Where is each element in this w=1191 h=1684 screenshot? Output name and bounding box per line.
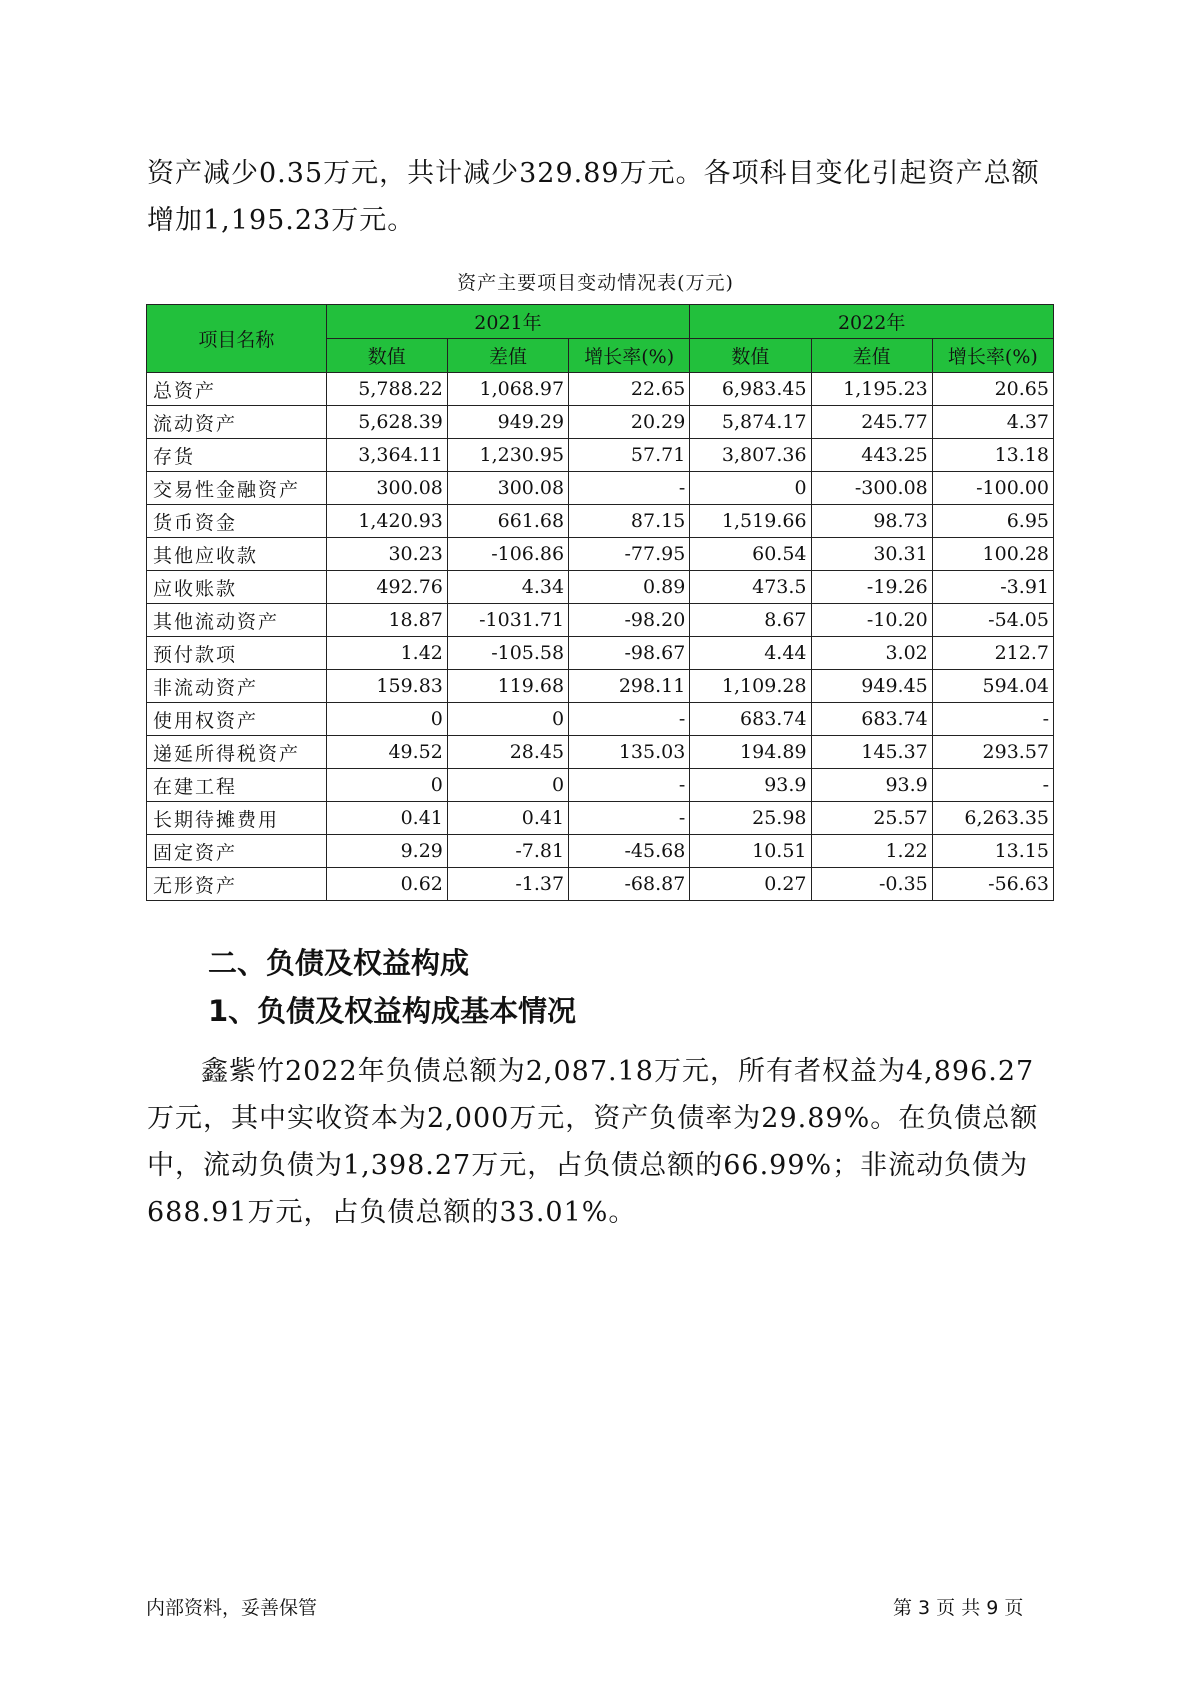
table-cell-value: 5,628.39 (326, 406, 447, 439)
table-cell-value: 194.89 (690, 736, 811, 769)
table-cell-value: - (569, 769, 690, 802)
table-cell-value: -45.68 (569, 835, 690, 868)
table-cell-value: 4.34 (447, 571, 568, 604)
table-row (147, 637, 1054, 670)
table-cell-value: 594.04 (932, 670, 1053, 703)
table-cell-item-name: 无形资产 (147, 868, 327, 901)
table-cell-value: 30.23 (326, 538, 447, 571)
table-cell-value: 293.57 (932, 736, 1053, 769)
table-cell-value: -0.35 (811, 868, 932, 901)
table-cell-value: -1031.71 (447, 604, 568, 637)
table-row (147, 670, 1054, 703)
table-cell-item-name: 递延所得税资产 (147, 736, 327, 769)
table-cell-value: 0.41 (447, 802, 568, 835)
table-cell-item-name: 非流动资产 (147, 670, 327, 703)
table-cell-value: - (569, 472, 690, 505)
table-cell-value: -54.05 (932, 604, 1053, 637)
table-cell-value: 3.02 (811, 637, 932, 670)
table-cell-value: 683.74 (690, 703, 811, 736)
table-cell-value: - (569, 703, 690, 736)
table-cell-value: -7.81 (447, 835, 568, 868)
footer-confidential-note: 内部资料，妥善保管 (146, 1597, 318, 1619)
table-cell-value: 683.74 (811, 703, 932, 736)
table-cell-value: 145.37 (811, 736, 932, 769)
header-2021-diff: 差值 (447, 339, 568, 373)
table-cell-value: 22.65 (569, 373, 690, 406)
table-cell-item-name: 其他流动资产 (147, 604, 327, 637)
table-cell-value: 492.76 (326, 571, 447, 604)
table-body (147, 373, 1054, 901)
table-row (147, 835, 1054, 868)
table-cell-value: 473.5 (690, 571, 811, 604)
table-row (147, 802, 1054, 835)
table-cell-value: 1,230.95 (447, 439, 568, 472)
table-cell-value: -3.91 (932, 571, 1053, 604)
table-cell-value: 93.9 (690, 769, 811, 802)
table-cell-value: 1,068.97 (447, 373, 568, 406)
table-row (147, 769, 1054, 802)
table-cell-value: 5,874.17 (690, 406, 811, 439)
table-cell-value: 0 (447, 703, 568, 736)
table-cell-value: 87.15 (569, 505, 690, 538)
table-cell-value: 300.08 (326, 472, 447, 505)
table-cell-item-name: 交易性金融资产 (147, 472, 327, 505)
table-row (147, 439, 1054, 472)
table-cell-item-name: 货币资金 (147, 505, 327, 538)
table-cell-value: 20.65 (932, 373, 1053, 406)
table-cell-value: -56.63 (932, 868, 1053, 901)
table-cell-value: -19.26 (811, 571, 932, 604)
table-cell-value: 1.22 (811, 835, 932, 868)
table-cell-value: 1,420.93 (326, 505, 447, 538)
table-cell-item-name: 其他应收款 (147, 538, 327, 571)
table-cell-value: 3,364.11 (326, 439, 447, 472)
table-cell-value: 93.9 (811, 769, 932, 802)
table-cell-value: 6.95 (932, 505, 1053, 538)
table-cell-value: 8.67 (690, 604, 811, 637)
table-cell-value: -100.00 (932, 472, 1053, 505)
table-cell-value: 661.68 (447, 505, 568, 538)
header-2022-value: 数值 (690, 339, 811, 373)
table-cell-value: -98.67 (569, 637, 690, 670)
table-cell-value: 1,109.28 (690, 670, 811, 703)
table-cell-value: -98.20 (569, 604, 690, 637)
table-cell-value: 13.15 (932, 835, 1053, 868)
table-cell-value: 4.37 (932, 406, 1053, 439)
table-cell-value: 1,519.66 (690, 505, 811, 538)
table-cell-value: 119.68 (447, 670, 568, 703)
intro-paragraph: 资产减少0.35万元，共计减少329.89万元。各项科目变化引起资产总额增加1,195.23万元。 (147, 158, 1040, 236)
table-cell-value: -1.37 (447, 868, 568, 901)
table-cell-item-name: 在建工程 (147, 769, 327, 802)
table-cell-value: 245.77 (811, 406, 932, 439)
table-cell-value: 5,788.22 (326, 373, 447, 406)
table-row (147, 406, 1054, 439)
table-row (147, 505, 1054, 538)
table-cell-value: 98.73 (811, 505, 932, 538)
table-cell-value: 300.08 (447, 472, 568, 505)
header-year-2021: 2021年 (326, 305, 690, 339)
table-cell-value: 49.52 (326, 736, 447, 769)
table-row (147, 736, 1054, 769)
table-cell-value: 1.42 (326, 637, 447, 670)
table-cell-item-name: 固定资产 (147, 835, 327, 868)
table-cell-value: 20.29 (569, 406, 690, 439)
table-cell-item-name: 总资产 (147, 373, 327, 406)
table-cell-value: 3,807.36 (690, 439, 811, 472)
header-2021-value: 数值 (326, 339, 447, 373)
table-cell-value: -68.87 (569, 868, 690, 901)
table-cell-value: -106.86 (447, 538, 568, 571)
table-cell-value: 4.44 (690, 637, 811, 670)
table-row (147, 472, 1054, 505)
table-cell-value: 0 (326, 769, 447, 802)
table-cell-value: - (932, 769, 1053, 802)
table-cell-value: 949.45 (811, 670, 932, 703)
asset-change-table (146, 304, 1054, 901)
table-cell-value: 6,983.45 (690, 373, 811, 406)
table-cell-value: 10.51 (690, 835, 811, 868)
table-cell-value: -10.20 (811, 604, 932, 637)
table-row (147, 538, 1054, 571)
table-cell-value: 0.62 (326, 868, 447, 901)
table-cell-value: 949.29 (447, 406, 568, 439)
table-cell-value: - (932, 703, 1053, 736)
table-cell-value: 57.71 (569, 439, 690, 472)
table-cell-value: 0 (690, 472, 811, 505)
table-row (147, 604, 1054, 637)
table-cell-value: 0.89 (569, 571, 690, 604)
table-cell-value: 13.18 (932, 439, 1053, 472)
table-cell-value: -300.08 (811, 472, 932, 505)
table-cell-value: 212.7 (932, 637, 1053, 670)
table-cell-item-name: 预付款项 (147, 637, 327, 670)
table-cell-item-name: 流动资产 (147, 406, 327, 439)
table-cell-value: 30.31 (811, 538, 932, 571)
table-cell-value: -77.95 (569, 538, 690, 571)
table-cell-value: 0.27 (690, 868, 811, 901)
header-year-2022: 2022年 (690, 305, 1054, 339)
table-row (147, 703, 1054, 736)
table-cell-value: 25.57 (811, 802, 932, 835)
table-row (147, 571, 1054, 604)
table-cell-value: 60.54 (690, 538, 811, 571)
header-2021-growth: 增长率(%) (569, 339, 690, 373)
table-cell-item-name: 长期待摊费用 (147, 802, 327, 835)
table-cell-value: 159.83 (326, 670, 447, 703)
liability-paragraph: 鑫紫竹2022年负债总额为2,087.18万元，所有者权益为4,896.27万元，其中实收资本为2,000万元，资产负债率为29.89%。在负债总额中，流动负债为1,398.27万元，占负债总额的66.99%；非流动负债为688.91万元，占负债总额的33.01%。 (147, 1056, 1039, 1228)
table-cell-value: - (569, 802, 690, 835)
table-caption: 资产主要项目变动情况表(万元) (457, 272, 734, 294)
header-2022-growth: 增长率(%) (932, 339, 1053, 373)
table-cell-value: 18.87 (326, 604, 447, 637)
table-row (147, 868, 1054, 901)
header-2022-diff: 差值 (811, 339, 932, 373)
footer-page-number: 第 3 页 共 9 页 (893, 1597, 1024, 1619)
table-row (147, 373, 1054, 406)
section-heading: 二、负债及权益构成 (208, 946, 470, 980)
table-cell-value: 25.98 (690, 802, 811, 835)
table-cell-value: -105.58 (447, 637, 568, 670)
table-cell-value: 6,263.35 (932, 802, 1053, 835)
table-cell-value: 100.28 (932, 538, 1053, 571)
table-cell-value: 0.41 (326, 802, 447, 835)
table-cell-item-name: 使用权资产 (147, 703, 327, 736)
table-cell-value: 9.29 (326, 835, 447, 868)
table-cell-value: 0 (447, 769, 568, 802)
table-cell-value: 298.11 (569, 670, 690, 703)
subsection-heading: 1、负债及权益构成基本情况 (208, 994, 577, 1028)
table-cell-value: 443.25 (811, 439, 932, 472)
table-cell-value: 0 (326, 703, 447, 736)
table-cell-value: 135.03 (569, 736, 690, 769)
table-cell-item-name: 应收账款 (147, 571, 327, 604)
header-item-name: 项目名称 (147, 305, 327, 373)
table-cell-item-name: 存货 (147, 439, 327, 472)
table-cell-value: 28.45 (447, 736, 568, 769)
table-cell-value: 1,195.23 (811, 373, 932, 406)
